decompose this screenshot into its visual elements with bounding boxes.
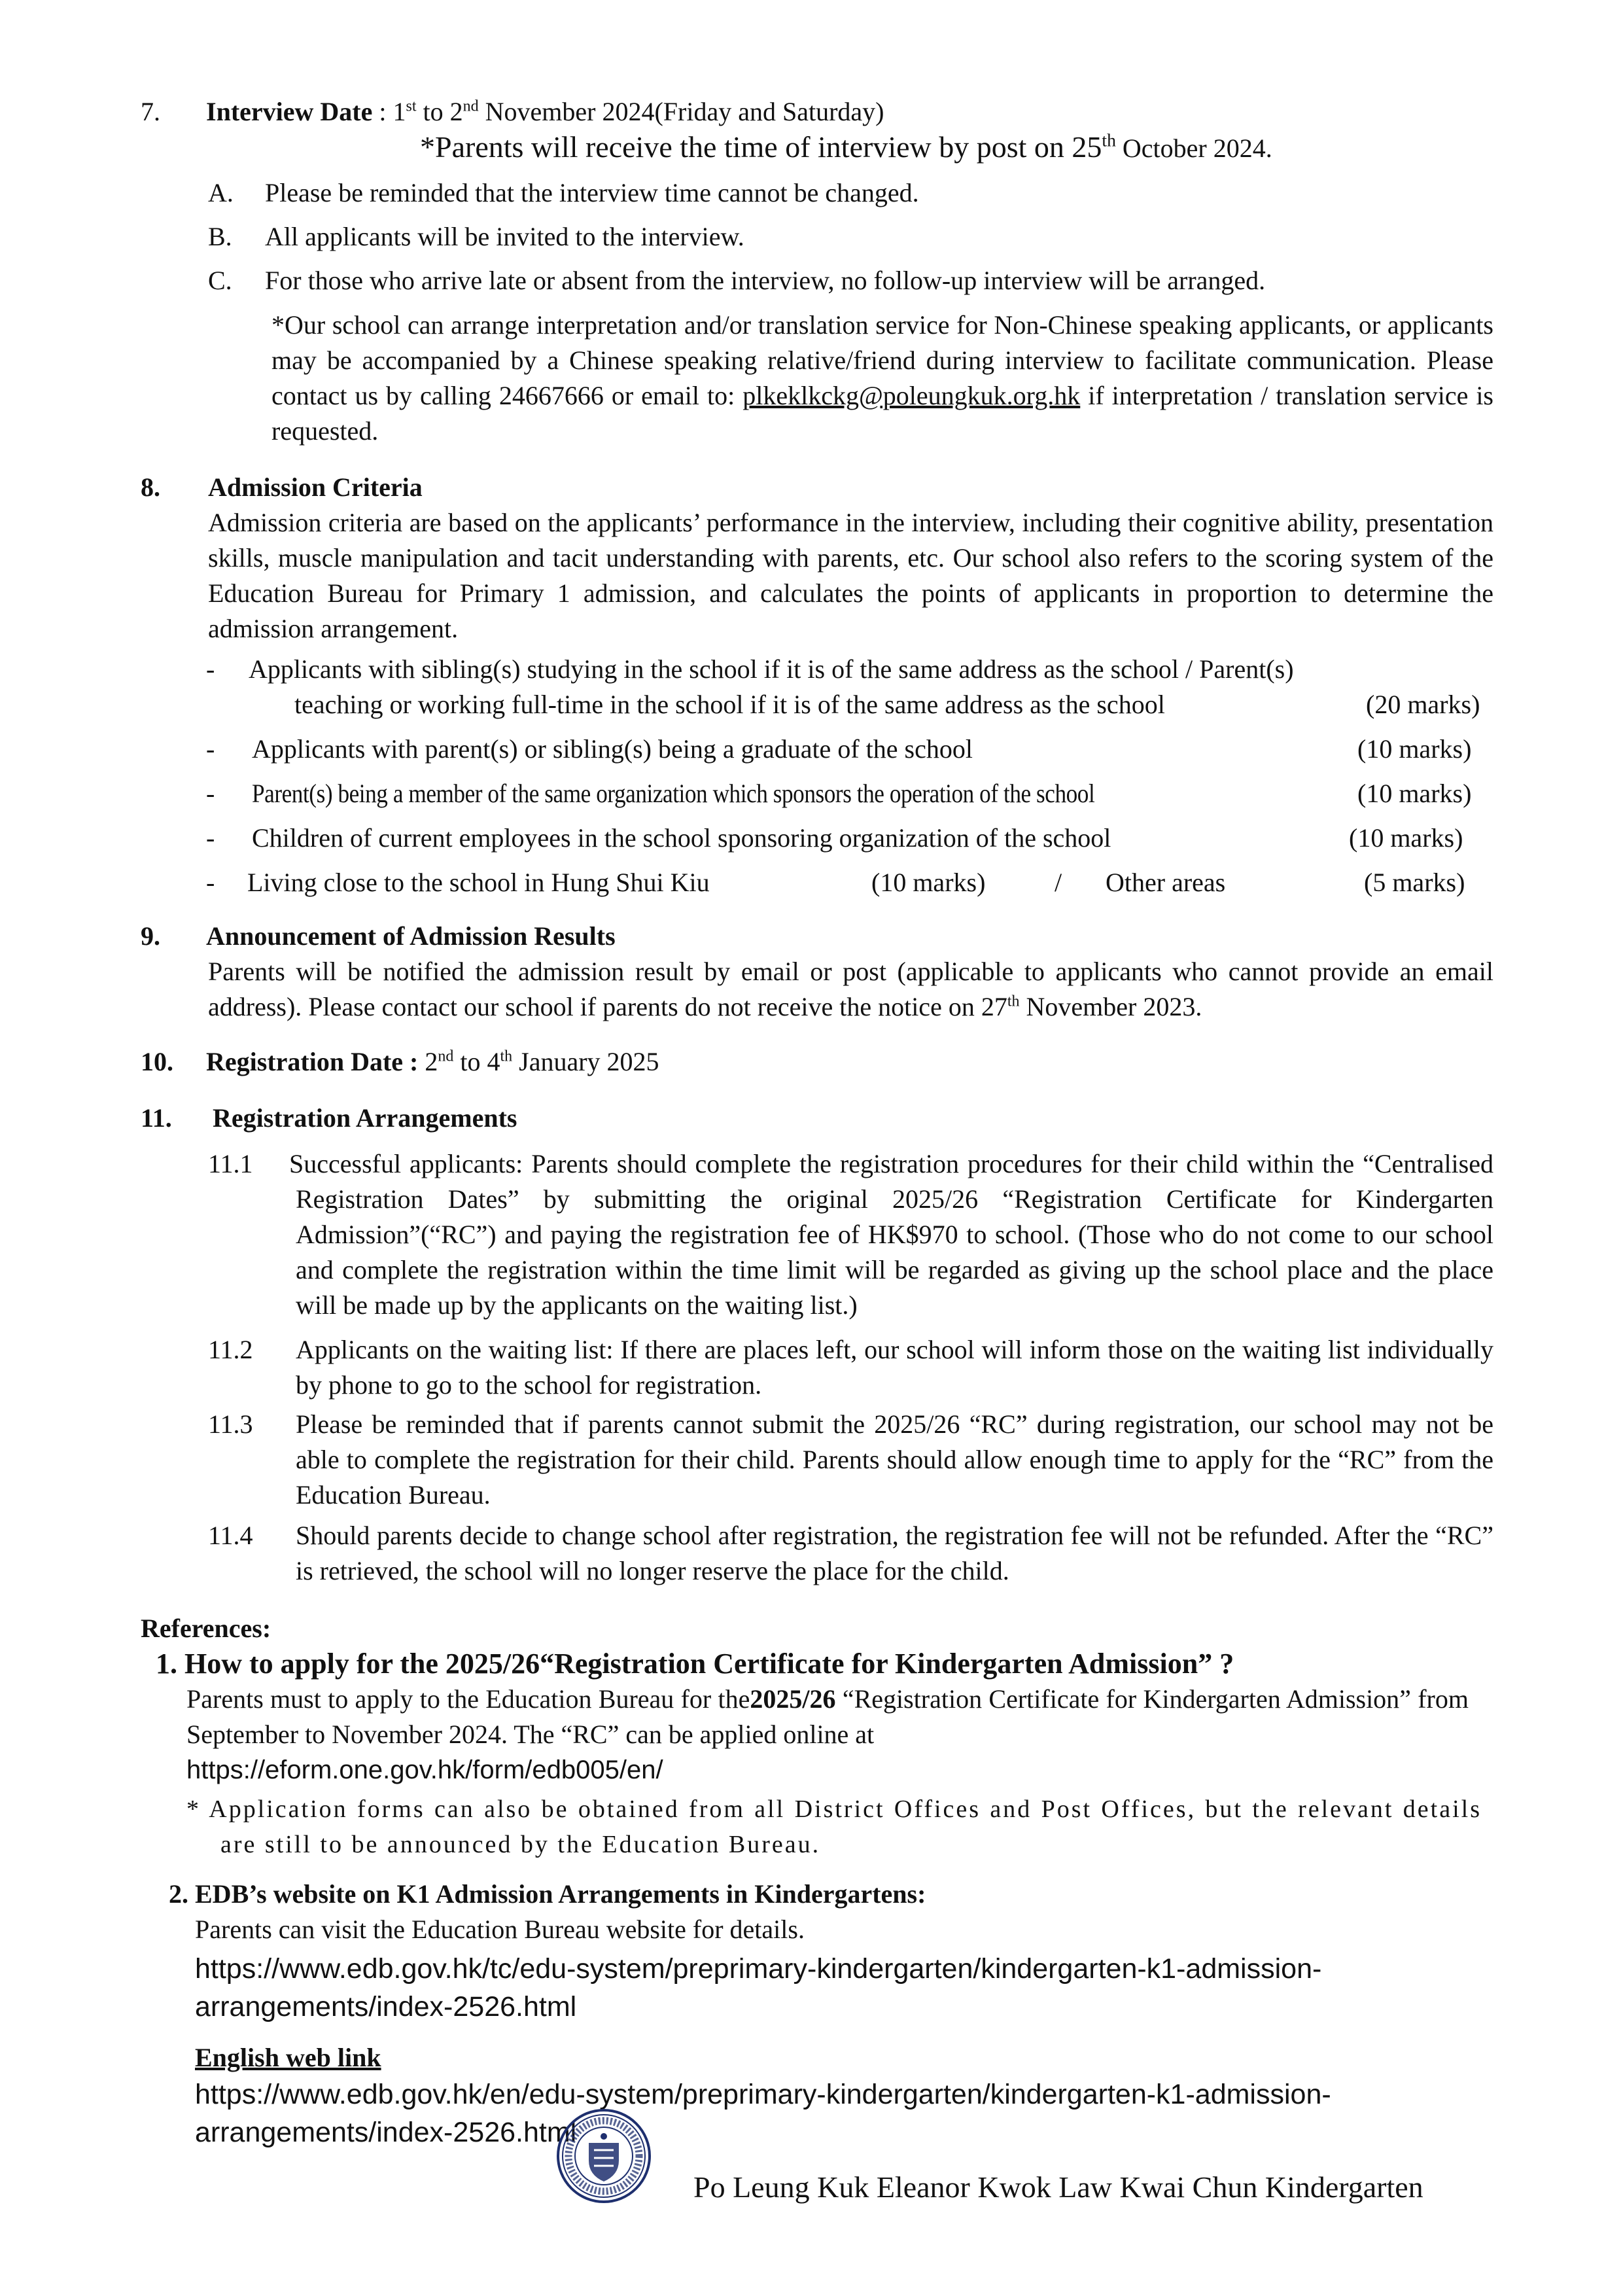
date-text: to 4 (453, 1047, 500, 1076)
references-heading: References: (141, 1614, 271, 1643)
ordinal-suffix: th (500, 1048, 513, 1065)
notice-text: October 2024. (1115, 133, 1272, 163)
section-number: 11. (141, 1103, 172, 1133)
url-line[interactable]: https://www.edb.gov.hk/tc/edu-system/preprimary-kindergarten/kindergarten-k1-admission- (195, 1953, 1322, 1985)
ordinal-suffix: nd (462, 97, 479, 115)
paragraph-text: “Registration Certificate for Kindergarten Admission” from September to November 2024. The “RC” can be applied online at (186, 1684, 1469, 1749)
criteria-item: Living close to the school in Hung Shui Kiu (247, 868, 710, 897)
separator-slash: / (1055, 868, 1062, 897)
section-7-heading (141, 94, 160, 130)
admission-criteria-paragraph: Admission criteria are based on the applicants’ performance in the interview, including their cognitive ability, presentation skills, muscle manipulation and tacit understanding with parents, etc. Our school also refers to the scoring system of the Education Bureau for Primary 1 admission, and calculates the points of applicants in proportion to determine the admission arrangement. (208, 508, 1493, 643)
paragraph-text: November 2023. (1019, 992, 1202, 1021)
section-number: 7. (141, 97, 160, 126)
bullet-dash: - (206, 734, 215, 764)
registration-item: Should parents decide to change school after registration, the registration fee will not be refunded. After the “RC” is retrieved, the school will no longer reserve the place for the child. (296, 1521, 1493, 1585)
bullet-dash: - (206, 654, 215, 684)
sub-item-number: 11.1 (208, 1149, 253, 1178)
reference-2-url-tc[interactable] (195, 1950, 1321, 2026)
list-item: All applicants will be invited to the interview. (265, 222, 744, 251)
list-item-label: B. (208, 222, 232, 251)
list-item: Please be reminded that the interview time cannot be changed. (265, 178, 919, 207)
criteria-marks: (10 marks) (1349, 823, 1463, 853)
list-item: For those who arrive late or absent from the interview, no follow-up interview will be arranged. (265, 266, 1266, 295)
criteria-item: Applicants with parent(s) or sibling(s) being a graduate of the school (252, 734, 973, 764)
paragraph-text: Parents will be notified the admission result by email or post (applicable to applicants who cannot provide an email address). Please contact our school if parents do not receive the notice on 27 (208, 957, 1493, 1021)
date-text: : 1 (372, 97, 406, 126)
url-line[interactable]: arrangements/index-2526.html (195, 2117, 577, 2148)
criteria-marks: (10 marks) (1357, 779, 1472, 808)
note-text: *Our school can arrange interpretation and/or translation service for Non-Chinese speaking applicants, or applicants may be accompanied by a Chinese speaking relative/friend during interview to facilitate communication. Please contact us by calling 24667666 or email to: (271, 310, 1493, 410)
criteria-item: Applicants with sibling(s) studying in the school if it is of the same address as the school / Parent(s) (249, 654, 1294, 684)
section-number: 9. (141, 921, 160, 951)
ordinal-suffix: nd (438, 1048, 454, 1065)
note-text: if interpretation / translation service is requested. (271, 381, 1494, 446)
sub-item-number: 11.3 (208, 1409, 253, 1439)
criteria-item-continued: teaching or working full-time in the school if it is of the same address as the school (294, 690, 1165, 719)
results-paragraph (208, 954, 1493, 1025)
section-title: Interview Date (206, 97, 373, 126)
date-text: 2 (418, 1047, 438, 1076)
year-bold: 2025/26 (750, 1684, 836, 1714)
ordinal-suffix: st (406, 97, 417, 115)
section-title: Registration Arrangements (213, 1103, 517, 1133)
registration-item: Successful applicants: Parents should complete the registration procedures for their child within the “Centralised Registration Dates” by submitting the original 2025/26 “Registration Certificate for Kindergarten Admission”(“RC”) and paying the registration fee of HK$970 to school. (Those who do not come to our school and complete the registration within the time limit will be regarded as giving up the school place and the place will be made up by the applicants on the waiting list.) (289, 1149, 1493, 1320)
criteria-item-alt: Other areas (1106, 868, 1226, 897)
notice-text: *Parents will receive the time of interview by post on 25 (420, 130, 1102, 164)
reference-1-title: 1. How to apply for the 2025/26“Registration Certificate for Kindergarten Admission” ? (156, 1648, 1234, 1680)
reference-1-note: * Application forms can also be obtained from all District Offices and Post Offices, but the relevant details are still to be announced by the Education Bureau. (186, 1795, 1482, 1858)
reference-2-title: 2. EDB’s website on K1 Admission Arrangements in Kindergartens: (169, 1879, 926, 1909)
criteria-text: Parent(s) being a member of the same organization which sponsors the operation of the school (252, 779, 1095, 808)
bullet-dash: - (206, 868, 215, 897)
list-item-label: C. (208, 266, 232, 295)
school-seal-icon (555, 2107, 653, 2205)
interview-notice (420, 130, 1272, 166)
email-link[interactable]: plkeklkckg@poleungkuk.org.hk (742, 381, 1081, 410)
section-number: 8. (141, 472, 160, 502)
reference-2-url-en[interactable] (195, 2075, 1331, 2151)
bullet-dash: - (206, 823, 215, 853)
reference-2-text: Parents can visit the Education Bureau website for details. (195, 1915, 805, 1944)
ordinal-suffix: th (1102, 130, 1116, 150)
school-name-footer: Po Leung Kuk Eleanor Kwok Law Kwai Chun Kindergarten (693, 2170, 1423, 2204)
date-text: January 2025 (512, 1047, 659, 1076)
section-title: Registration Date : (206, 1047, 419, 1076)
ordinal-suffix: th (1007, 993, 1020, 1010)
registration-item: Applicants on the waiting list: If there are places left, our school will inform those on the waiting list individually by phone to go to the school for registration. (296, 1335, 1493, 1400)
sub-item-number: 11.2 (208, 1335, 253, 1364)
registration-date-line (206, 1044, 659, 1080)
paragraph-text: Parents must to apply to the Education Bureau for the (186, 1684, 750, 1714)
section-title: Admission Criteria (208, 472, 423, 502)
section-title: Announcement of Admission Results (206, 921, 616, 951)
english-web-link-label: English web link (195, 2043, 381, 2072)
reference-1-url[interactable]: https://eform.one.gov.hk/form/edb005/en/ (186, 1756, 663, 1784)
criteria-marks: (20 marks) (1366, 690, 1480, 719)
interview-date-line (206, 94, 884, 130)
criteria-marks: (10 marks) (1357, 734, 1472, 764)
date-text: to 2 (416, 97, 463, 126)
sub-item-number: 11.4 (208, 1521, 253, 1550)
interpretation-service-note (271, 308, 1493, 449)
reference-1-paragraph (186, 1682, 1469, 1752)
registration-item: Please be reminded that if parents cannot submit the 2025/26 “RC” during registration, our school may not be able to complete the registration for their child. Parents should allow enough time to apply for the “RC” from the Education Bureau. (296, 1409, 1493, 1510)
bullet-dash: - (206, 779, 215, 808)
criteria-marks: (5 marks) (1364, 868, 1465, 897)
criteria-marks: (10 marks) (871, 868, 986, 897)
list-item-label: A. (208, 178, 234, 207)
url-line[interactable]: https://www.edb.gov.hk/en/edu-system/preprimary-kindergarten/kindergarten-k1-admission- (195, 2079, 1331, 2110)
section-number: 10. (141, 1047, 173, 1076)
url-line[interactable]: arrangements/index-2526.html (195, 1991, 577, 2022)
criteria-item: Children of current employees in the school sponsoring organization of the school (252, 823, 1111, 853)
date-text: November 2024(Friday and Saturday) (478, 97, 884, 126)
criteria-item (252, 776, 1210, 811)
